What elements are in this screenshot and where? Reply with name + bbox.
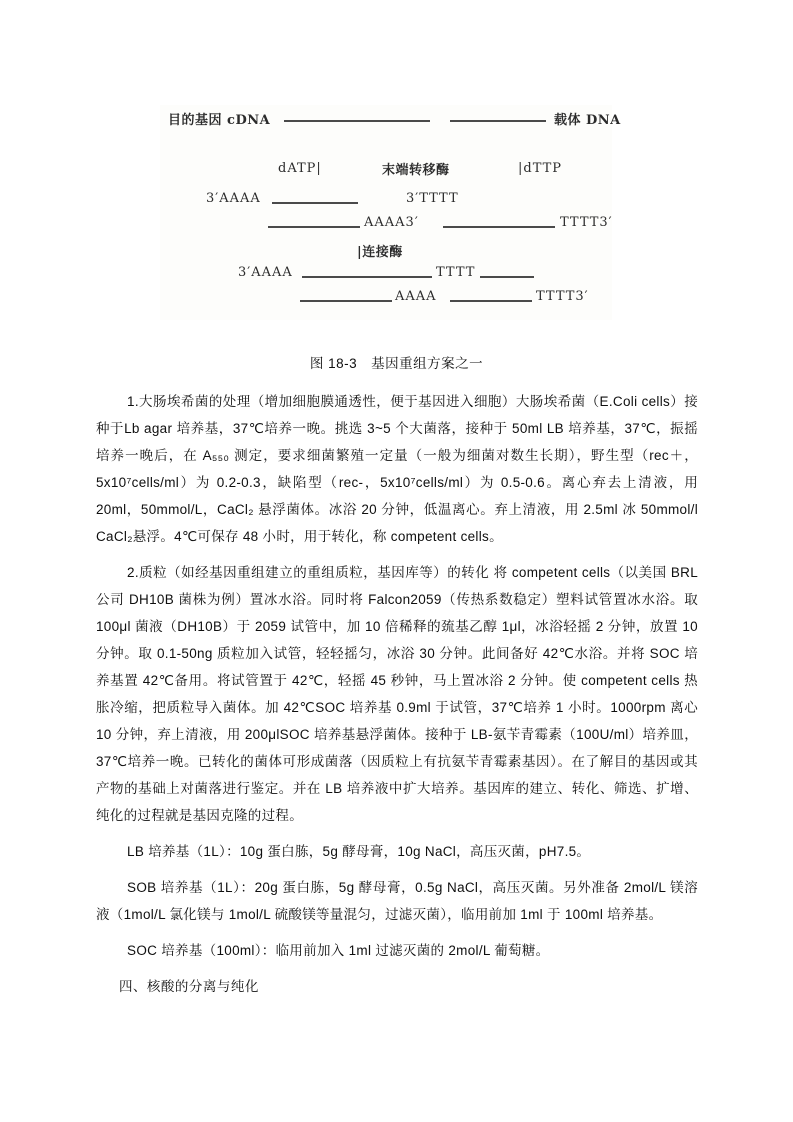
section-heading-nucleic-acid-separation: 四、核酸的分离与纯化 <box>118 979 259 994</box>
paragraph-sob-medium: SOB 培养基（1L）：20g 蛋白胨，5g 酵母膏，0.5g NaCl，高压灭菌。另外准备 2mol/L 镁溶液（1mol/L 氯化镁与 1mol/L 硫酸镁等量混匀，过滤灭菌），临用前加 1ml 于 100ml 培养基。 <box>96 880 698 922</box>
paragraph-plasmid-transformation: 2.质粒（如经基因重组建立的重组质粒，基因库等）的转化 将 competent cells（以美国 BRL 公司 DH10B 菌株为例）置冰水浴。同时将 Falcon2059（传热系数稳定）塑料试管置冰水浴。取 100μl 菌液（DH10B）于 2059 试管中，加 10 倍稀释的巯基乙醇 1μl，冰浴轻摇 2 分钟，放置 10 分钟。取 0.1-50ng 质粒加入试管，轻轻摇匀，冰浴 30 分钟。此间备好 42℃水浴。并将 SOC 培养基置 42℃备用。将试管置于 42℃，轻摇 45 秒钟，马上置冰浴 2 分钟。使 competent cells 热胀冷缩，把质粒导入菌体。加 42℃SOC 培养基 0.9ml 于试管，37℃培养 1 小时。1000rpm 离心 10 分钟，弃上清液，用 200μlSOC 培养基悬浮菌体。接种于 LB-氨苄青霉素（100U/ml）培养皿，37℃培养一晚。已转化的菌体可形成菌落（因质粒上有抗氨苄青霉素基因）。在了解目的基因或其产物的基础上对菌落进行鉴定。并在 LB 培养液中扩大培养。基因库的建立、转化、筛选、扩增、纯化的过程就是基因克隆的过程。 <box>96 565 698 823</box>
label-product-aaaa-top: 3′AAAA <box>238 265 293 280</box>
label-tttt-tail-right: TTTT3′ <box>560 215 613 230</box>
label-datp: dATP| <box>278 161 322 176</box>
document-body <box>96 388 698 1009</box>
dna-strand-line <box>284 120 430 122</box>
dna-strand-line <box>450 300 532 302</box>
dna-strand-line <box>268 226 360 228</box>
label-vector-dna: 载体 DNA <box>554 113 621 128</box>
dna-strand-line <box>272 202 358 204</box>
dna-strand-line <box>450 120 546 122</box>
label-terminal-transferase: 末端转移酶 <box>382 163 450 178</box>
dna-strand-line <box>480 276 534 278</box>
label-aaaa-tail-left: 3′AAAA <box>206 191 261 206</box>
label-ligase: |连接酶 <box>357 245 403 260</box>
label-dttp: |dTTP <box>518 161 563 176</box>
figure-caption: 图 18-3 基因重组方案之一 <box>309 356 484 371</box>
paragraph-soc-medium: SOC 培养基（100ml）：临用前加入 1ml 过滤灭菌的 2mol/L 葡萄糖。 <box>127 943 550 958</box>
dna-strand-line <box>302 276 432 278</box>
label-aaaa-tail-right: AAAA3′ <box>364 215 419 230</box>
dna-strand-line <box>443 226 555 228</box>
paragraph-lb-medium: LB 培养基（1L）：10g 蛋白胨，5g 酵母膏，10g NaCl，高压灭菌，pH7.5。 <box>127 844 591 859</box>
label-target-cdna: 目的基因 cDNA <box>168 113 271 128</box>
label-tttt-tail-left: 3′TTTT <box>406 191 459 206</box>
label-product-aaaa-bottom: AAAA <box>395 289 437 304</box>
dna-strand-line <box>300 300 392 302</box>
label-product-tttt-top: TTTT <box>436 265 476 280</box>
label-product-tttt-bottom: TTTT3′ <box>536 289 589 304</box>
paragraph-ecoli-treatment: 1.大肠埃希菌的处理（增加细胞膜通透性，便于基因进入细胞）大肠埃希菌（E.Coli cells）接种于Lb agar 培养基，37℃培养一晚。挑选 3~5 个大菌落，接种于 50ml LB 培养基，37℃，振摇培养一晚后，在 A₅₅₀ 测定，要求细菌繁殖一定量（一般为细菌对数生长期），野生型（rec＋，5x10⁷cells/ml）为 0.2-0.3，缺陷型（rec-，5x10⁷cells/ml）为 0.5-0.6。离心弃去上清液，用 20ml，50mmol/L，CaCl₂ 悬浮菌体。冰浴 20 分钟，低温离心。弃上清液，用 2.5ml 冰 50mmol/l CaCl₂悬浮。4℃可保存 48 小时，用于转化，称 competent cells。 <box>96 394 698 544</box>
figure-image <box>160 105 621 320</box>
